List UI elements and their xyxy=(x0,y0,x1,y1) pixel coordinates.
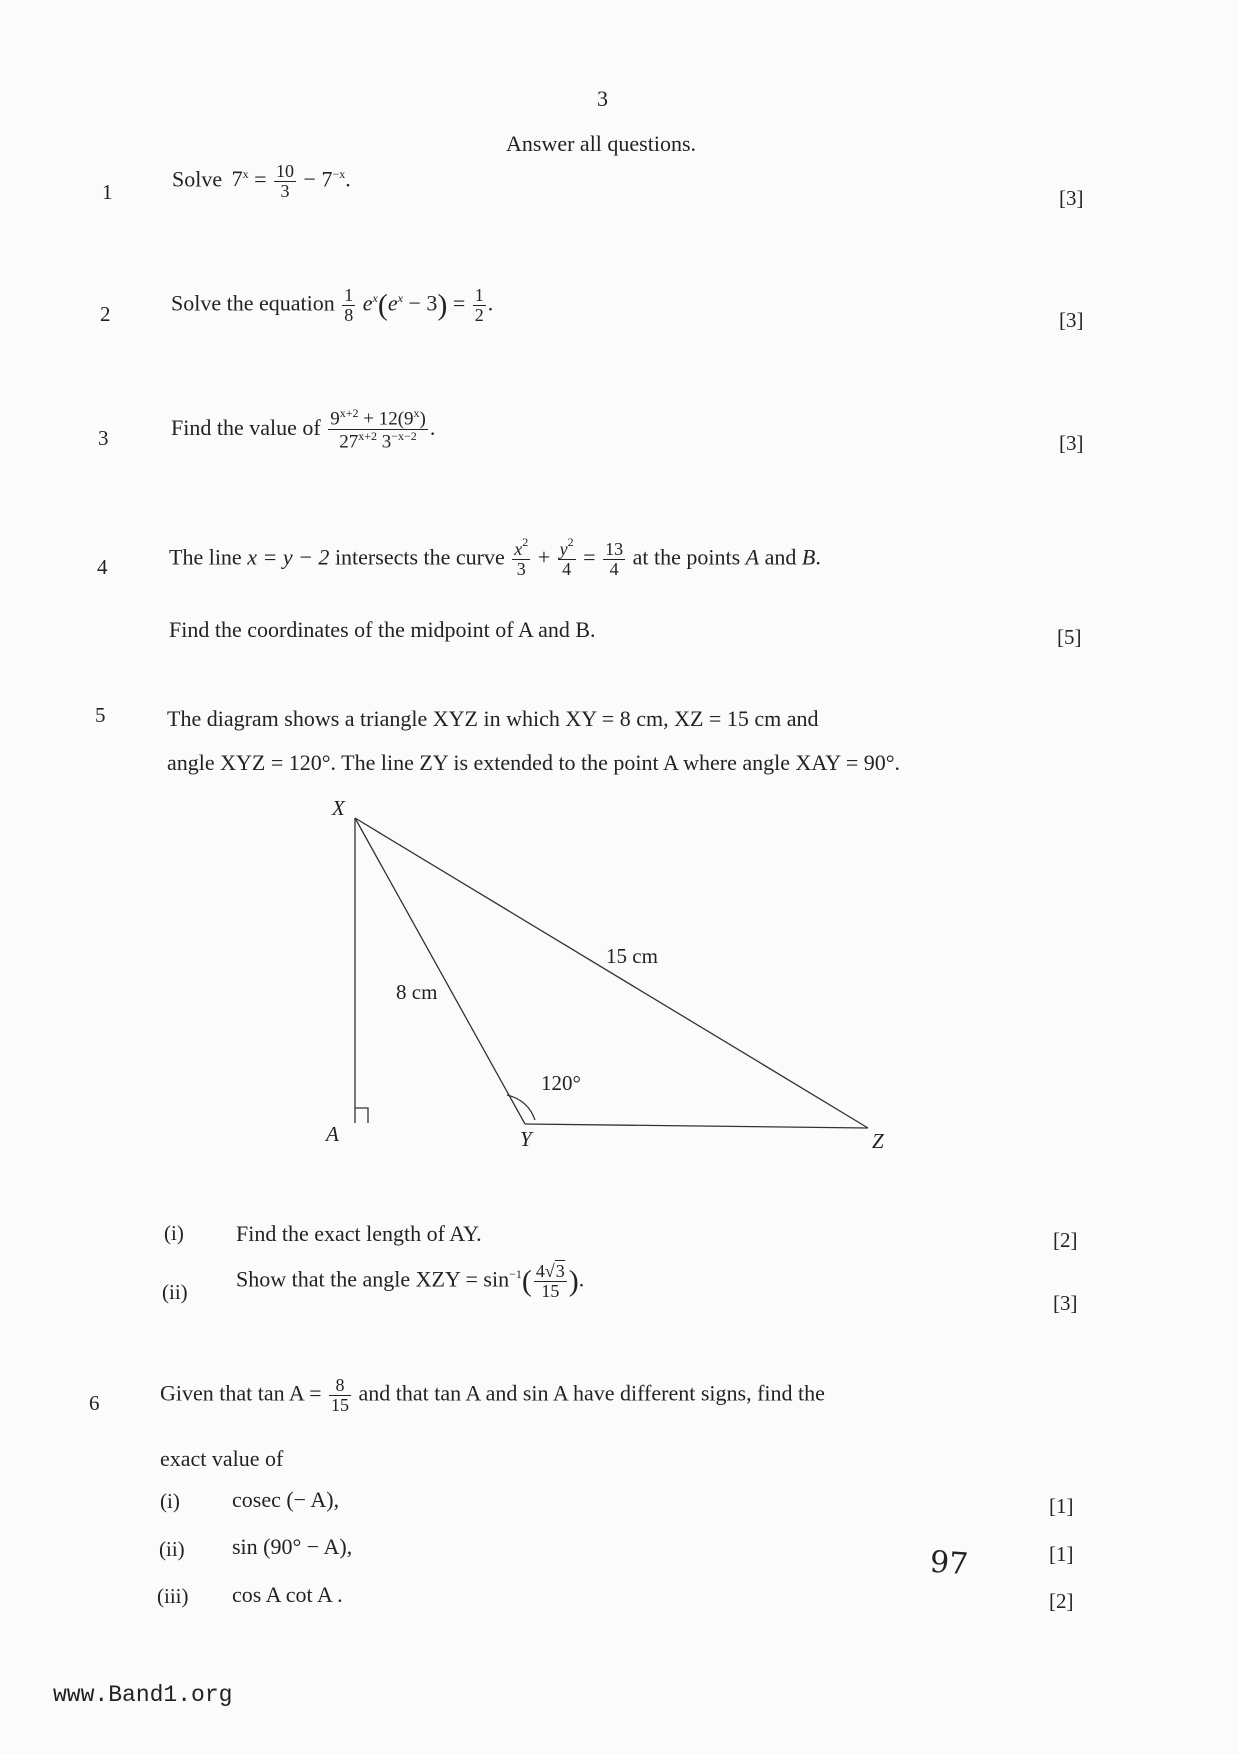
q6-part-iii-text: cos A cot A . xyxy=(232,1582,343,1607)
q6-part-i-label: (i) xyxy=(160,1489,180,1513)
instruction: Answer all questions. xyxy=(506,131,697,156)
q4-marks: [5] xyxy=(1057,625,1082,649)
right-angle-mark xyxy=(355,1108,368,1123)
label-xy-length: 8 cm xyxy=(396,980,438,1004)
q4-line2: Find the coordinates of the midpoint of A and B. xyxy=(169,617,596,642)
footer-url[interactable]: www.Band1.org xyxy=(53,1682,233,1708)
label-xz-length: 15 cm xyxy=(606,944,658,968)
q6-part-iii-label: (iii) xyxy=(157,1584,189,1608)
q5-part-i-label: (i) xyxy=(164,1221,184,1245)
q2-text: Solve the equation $\frac{1}{8}$ $e^x(e^x - 3)$ = $\frac{1}{2}$ . xyxy=(171,285,494,325)
label-angle: 120° xyxy=(541,1071,581,1095)
q2-number: 2 xyxy=(100,302,111,326)
side-xz xyxy=(355,818,868,1128)
q4-text: The line x = y − 2 intersects the curve $\frac{x^2}{3}$ + $\frac{y^2}{4}$ = $\frac{13}{4}$ at the points A and B. xyxy=(169,535,821,579)
q5-part-ii-text: Show that the angle XZY = $\sin^{-1}$( $\frac{4√3}{15}$ ). xyxy=(236,1261,585,1301)
q5-line2: angle XYZ = 120°. The line ZY is extended to the point A where angle XAY = 90°. xyxy=(167,750,901,775)
q6-part-ii-marks: [1] xyxy=(1049,1542,1074,1566)
q5-part-ii-marks: [3] xyxy=(1053,1291,1078,1315)
q6-part-ii-label: (ii) xyxy=(159,1537,185,1561)
q3-number: 3 xyxy=(98,426,109,450)
q6-part-i-text: cosec (− A), xyxy=(232,1487,340,1512)
q2-marks: [3] xyxy=(1059,308,1084,332)
page-number: 3 xyxy=(597,86,608,111)
label-z: Z xyxy=(872,1129,884,1153)
q6-part-i-marks: [1] xyxy=(1049,1494,1074,1518)
q5-number: 5 xyxy=(95,703,106,727)
q1-text: Solve 7$^x$ = $\frac{10}{3}$ − $7^{-x}$. xyxy=(172,161,351,201)
q5-part-i-text: Find the exact length of AY. xyxy=(236,1221,482,1246)
q5-part-ii-label: (ii) xyxy=(162,1280,188,1304)
label-x: X xyxy=(332,796,345,820)
q1-number: 1 xyxy=(102,180,113,204)
q3-marks: [3] xyxy=(1059,431,1084,455)
q6-part-iii-marks: [2] xyxy=(1049,1589,1074,1613)
q5-part-i-marks: [2] xyxy=(1053,1228,1078,1252)
q6-part-ii-text: sin (90° − A), xyxy=(232,1534,353,1559)
handwritten-scribble: 97 xyxy=(928,1544,970,1583)
q6-line1: Given that tan A = $\frac{8}{15}$ and that tan A and sin A have different signs, find the xyxy=(160,1375,825,1415)
q5-line1: The diagram shows a triangle XYZ in which XY = 8 cm, XZ = 15 cm and xyxy=(167,706,819,731)
side-yz xyxy=(525,1124,868,1128)
side-xy xyxy=(355,818,525,1124)
q1-marks: [3] xyxy=(1059,186,1084,210)
label-a: A xyxy=(326,1122,339,1146)
q3-text: Find the value of $\frac{9^{x+2} + 12(9^x)}{27^{x+2} 3^{-x-2}}$ . xyxy=(171,406,436,453)
q6-line2: exact value of xyxy=(160,1446,284,1471)
label-y: Y xyxy=(520,1127,532,1151)
q4-number: 4 xyxy=(97,555,108,579)
q6-number: 6 xyxy=(89,1391,100,1415)
